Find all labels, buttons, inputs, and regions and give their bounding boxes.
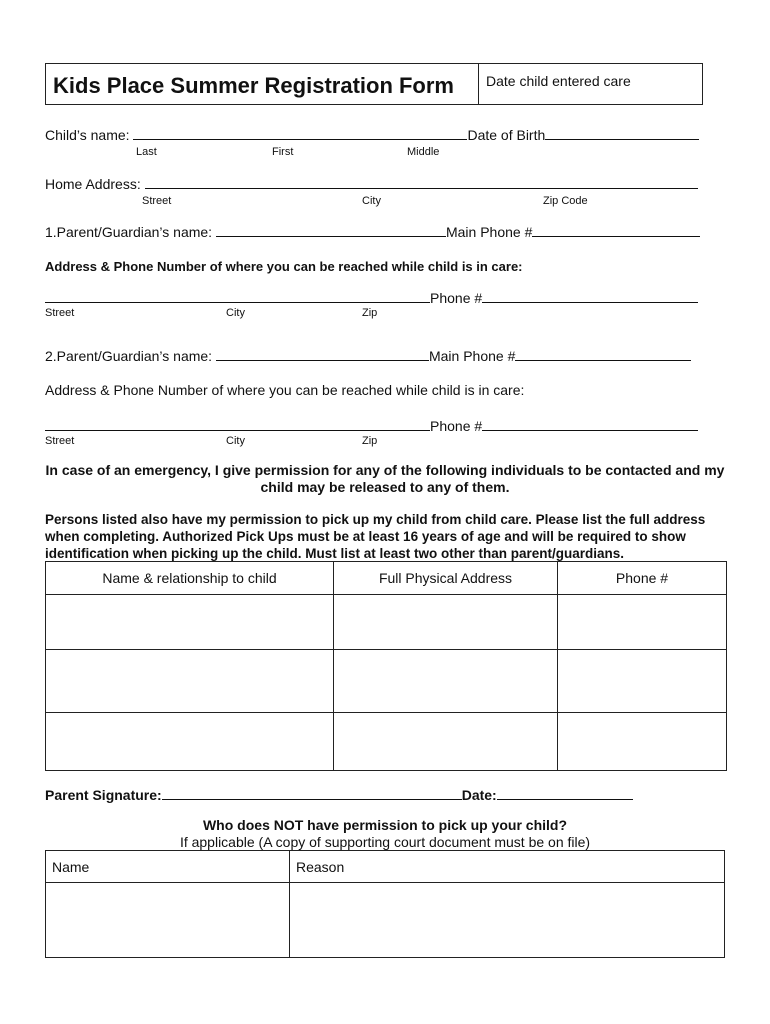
parent2-name-label: 2.Parent/Guardian’s name:: [45, 348, 213, 364]
header-name-relationship: Name & relationship to child: [46, 562, 334, 595]
child-name-row: [45, 126, 699, 143]
sub-city: City: [362, 195, 381, 207]
form-title: Kids Place Summer Registration Form: [53, 73, 454, 98]
table-cell[interactable]: [334, 595, 558, 650]
header-address: Full Physical Address: [334, 562, 558, 595]
parent1-sub-street: Street: [45, 307, 75, 319]
parent2-phone-field[interactable]: [482, 417, 698, 431]
dob-label: Date of Birth: [467, 127, 546, 143]
title-divider: [478, 64, 479, 104]
sub-last: Last: [136, 146, 157, 158]
parent1-address-row: [45, 289, 698, 306]
signature-date-label: Date:: [461, 787, 497, 803]
parent1-address-heading: Address & Phone Number of where you can be reached while child is in care:: [45, 259, 523, 274]
signature-date-field[interactable]: [497, 786, 633, 800]
parent2-sub-zip: Zip: [362, 435, 378, 447]
child-name-label: Child’s name:: [45, 127, 130, 143]
authorized-pickup-table: [45, 561, 727, 771]
pickup-line-3: identification when picking up the child. Must list at least two other than parent/guardians.: [45, 546, 625, 561]
table-cell[interactable]: [558, 595, 727, 650]
table-cell[interactable]: [334, 713, 558, 771]
signature-field[interactable]: [162, 786, 462, 800]
table-cell[interactable]: [334, 650, 558, 713]
home-address-row: [45, 175, 698, 192]
table-cell[interactable]: [46, 595, 334, 650]
parent2-phone-label: Phone #: [430, 418, 483, 434]
parent2-sub-street: Street: [45, 435, 75, 447]
table-header-row: [46, 562, 727, 595]
parent2-address-row: [45, 417, 698, 434]
parent2-address-heading: Address & Phone Number of where you can be reached while child is in care:: [45, 382, 525, 398]
parent2-sub-city: City: [226, 435, 245, 447]
emergency-paragraph: [20, 462, 750, 496]
emergency-line-2: child may be released to any of them.: [260, 479, 510, 495]
sub-zip-code: Zip Code: [543, 195, 588, 207]
sub-street: Street: [142, 195, 172, 207]
table-row: [46, 595, 727, 650]
title-box: [45, 63, 703, 105]
table-row: [46, 650, 727, 713]
parent1-address-field[interactable]: [45, 289, 430, 303]
parent1-name-label: 1.Parent/Guardian’s name:: [45, 224, 213, 240]
header-reason: Reason: [290, 851, 725, 883]
parent1-sub-city: City: [226, 307, 245, 319]
parent2-name-field[interactable]: [216, 347, 429, 361]
sub-middle: Middle: [407, 146, 440, 158]
not-permitted-note: If applicable (A copy of supporting court document must be on file): [179, 834, 591, 850]
table-row: [46, 883, 725, 958]
pickup-paragraph: [45, 511, 705, 562]
child-name-field[interactable]: [133, 126, 467, 140]
parent1-main-phone-label: Main Phone #: [445, 224, 533, 240]
not-permitted-table: [45, 850, 725, 958]
pickup-line-2: when completing. Authorized Pick Ups must be at least 16 years of age and will be required to show: [45, 529, 686, 544]
dob-field[interactable]: [545, 126, 699, 140]
table-row: [46, 713, 727, 771]
table-cell[interactable]: [558, 650, 727, 713]
pickup-line-1: Persons listed also have my permission to pick up my child from child care. Please list the full address: [45, 512, 706, 527]
table-cell[interactable]: [46, 650, 334, 713]
emergency-line-1: In case of an emergency, I give permission for any of the following individuals to be contacted and my: [45, 462, 725, 478]
home-address-label: Home Address:: [45, 176, 141, 192]
not-permitted-heading: Who does NOT have permission to pick up your child?: [202, 817, 568, 833]
parent1-main-phone-field[interactable]: [532, 223, 700, 237]
table-cell[interactable]: [46, 883, 290, 958]
sub-first: First: [272, 146, 294, 158]
parent1-name-field[interactable]: [216, 223, 446, 237]
signature-row: [45, 786, 633, 803]
table-cell[interactable]: [290, 883, 725, 958]
parent1-name-row: [45, 223, 700, 240]
parent1-sub-zip: Zip: [362, 307, 378, 319]
header-phone: Phone #: [558, 562, 727, 595]
parent1-phone-field[interactable]: [482, 289, 698, 303]
signature-label: Parent Signature:: [45, 787, 162, 803]
date-child-entered-label: Date child entered care: [486, 73, 631, 89]
parent1-phone-label: Phone #: [430, 290, 483, 306]
parent2-main-phone-label: Main Phone #: [428, 348, 516, 364]
home-address-field[interactable]: [145, 175, 698, 189]
table-cell[interactable]: [558, 713, 727, 771]
table-cell[interactable]: [46, 713, 334, 771]
parent2-address-field[interactable]: [45, 417, 430, 431]
parent2-main-phone-field[interactable]: [515, 347, 691, 361]
parent2-name-row: [45, 347, 691, 364]
header-name: Name: [46, 851, 290, 883]
table-header-row: [46, 851, 725, 883]
